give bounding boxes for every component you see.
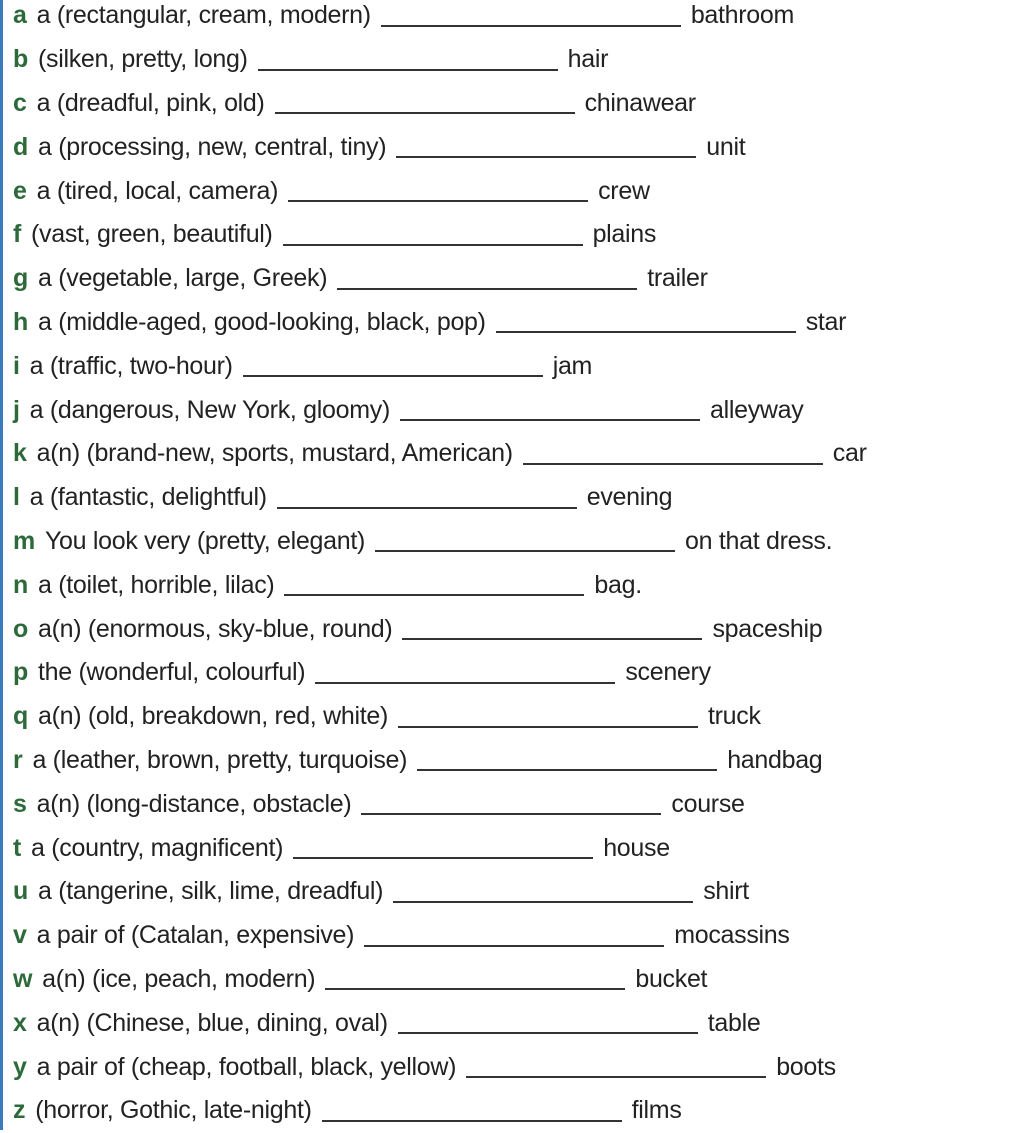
item-prompt: a (traffic, two-hour) xyxy=(29,351,233,380)
item-noun: spaceship xyxy=(712,614,823,643)
answer-blank[interactable] xyxy=(243,375,543,377)
item-prompt: a pair of (Catalan, expensive) xyxy=(36,921,355,950)
item-letter: h xyxy=(13,307,28,336)
item-noun: bucket xyxy=(635,964,708,993)
item-noun: house xyxy=(603,833,670,862)
item-noun: crew xyxy=(598,176,650,205)
exercise-item xyxy=(13,520,867,564)
answer-blank[interactable] xyxy=(393,901,693,903)
item-noun: truck xyxy=(707,702,761,731)
exercise-item xyxy=(13,563,867,607)
item-noun: on that dress. xyxy=(684,526,833,555)
item-noun: shirt xyxy=(703,877,749,906)
item-prompt: (vast, green, beautiful) xyxy=(31,220,273,249)
answer-blank[interactable] xyxy=(322,1120,622,1122)
item-prompt: a (processing, new, central, tiny) xyxy=(37,132,387,161)
item-prompt: a(n) (enormous, sky-blue, round) xyxy=(37,614,393,643)
item-letter: r xyxy=(13,745,23,774)
item-letter: l xyxy=(13,483,20,512)
item-noun: bathroom xyxy=(690,1,795,30)
item-letter: v xyxy=(13,921,27,950)
item-prompt: a (country, magnificent) xyxy=(31,833,284,862)
item-letter: y xyxy=(13,1052,27,1081)
answer-blank[interactable] xyxy=(396,156,696,158)
item-noun: evening xyxy=(586,483,673,512)
item-letter: f xyxy=(13,220,22,249)
item-letter: x xyxy=(13,1008,27,1037)
exercise-item xyxy=(13,782,867,826)
exercise-item xyxy=(13,169,867,213)
item-noun: trailer xyxy=(647,264,708,293)
item-letter: w xyxy=(13,964,33,993)
item-prompt: a(n) (Chinese, blue, dining, oval) xyxy=(36,1008,388,1037)
exercise-item xyxy=(13,476,867,520)
item-prompt: a (toilet, horrible, lilac) xyxy=(37,570,275,599)
exercise-item xyxy=(13,1089,867,1133)
answer-blank[interactable] xyxy=(364,945,664,947)
item-letter: u xyxy=(13,877,28,906)
item-prompt: a (tangerine, silk, lime, dreadful) xyxy=(37,877,384,906)
answer-blank[interactable] xyxy=(275,112,575,114)
exercise-item xyxy=(13,38,867,82)
item-noun: star xyxy=(805,307,847,336)
exercise-item xyxy=(13,958,867,1002)
item-letter: c xyxy=(13,88,27,117)
answer-blank[interactable] xyxy=(277,507,577,509)
item-prompt: the (wonderful, colourful) xyxy=(37,658,306,687)
item-letter: q xyxy=(13,702,28,731)
exercise-item xyxy=(13,914,867,958)
item-noun: mocassins xyxy=(674,921,790,950)
exercise-item xyxy=(13,388,867,432)
exercise-item xyxy=(13,344,867,388)
answer-blank[interactable] xyxy=(402,638,702,640)
item-letter: i xyxy=(13,351,20,380)
item-noun: jam xyxy=(552,351,593,380)
item-letter: m xyxy=(13,526,35,555)
item-prompt: a (dangerous, New York, gloomy) xyxy=(29,395,390,424)
item-noun: hair xyxy=(567,45,609,74)
item-noun: boots xyxy=(776,1052,836,1081)
item-noun: alleyway xyxy=(710,395,804,424)
answer-blank[interactable] xyxy=(496,331,796,333)
item-prompt: a(n) (brand-new, sports, mustard, American) xyxy=(36,439,513,468)
answer-blank[interactable] xyxy=(325,988,625,990)
exercise-item xyxy=(13,651,867,695)
answer-blank[interactable] xyxy=(283,244,583,246)
exercise-item xyxy=(13,1001,867,1045)
item-noun: handbag xyxy=(727,745,823,774)
item-letter: k xyxy=(13,439,27,468)
item-prompt: a (tired, local, camera) xyxy=(36,176,279,205)
answer-blank[interactable] xyxy=(361,813,661,815)
exercise-item xyxy=(13,0,867,38)
exercise-item xyxy=(13,213,867,257)
exercise-item xyxy=(13,607,867,651)
item-letter: n xyxy=(13,570,28,599)
item-letter: g xyxy=(13,264,28,293)
item-noun: chinawear xyxy=(584,88,696,117)
answer-blank[interactable] xyxy=(288,200,588,202)
answer-blank[interactable] xyxy=(381,25,681,27)
answer-blank[interactable] xyxy=(398,726,698,728)
item-letter: o xyxy=(13,614,28,643)
item-letter: j xyxy=(13,395,20,424)
item-prompt: a (dreadful, pink, old) xyxy=(36,88,265,117)
item-prompt: (silken, pretty, long) xyxy=(37,45,248,74)
exercise-item xyxy=(13,82,867,126)
exercise-list xyxy=(13,0,867,1133)
exercise-item xyxy=(13,826,867,870)
exercise-item xyxy=(13,301,867,345)
item-prompt: a(n) (long-distance, obstacle) xyxy=(36,789,352,818)
item-prompt: (horror, Gothic, late-night) xyxy=(35,1096,312,1125)
exercise-item xyxy=(13,695,867,739)
item-prompt: a (rectangular, cream, modern) xyxy=(36,1,371,30)
answer-blank[interactable] xyxy=(466,1076,766,1078)
exercise-item xyxy=(13,125,867,169)
item-letter: a xyxy=(13,1,27,30)
item-prompt: You look very (pretty, elegant) xyxy=(44,526,365,555)
exercise-item xyxy=(13,1045,867,1089)
item-prompt: a(n) (old, breakdown, red, white) xyxy=(37,702,388,731)
item-prompt: a(n) (ice, peach, modern) xyxy=(42,964,316,993)
item-noun: table xyxy=(707,1008,761,1037)
item-prompt: a (vegetable, large, Greek) xyxy=(37,264,328,293)
exercise-item xyxy=(13,870,867,914)
answer-blank[interactable] xyxy=(337,288,637,290)
answer-blank[interactable] xyxy=(523,463,823,465)
item-noun: scenery xyxy=(625,658,711,687)
item-prompt: a (middle-aged, good-looking, black, pop) xyxy=(37,307,486,336)
exercise-item xyxy=(13,739,867,783)
answer-blank[interactable] xyxy=(375,550,675,552)
item-letter: d xyxy=(13,132,28,161)
item-noun: plains xyxy=(592,220,657,249)
item-prompt: a (leather, brown, pretty, turquoise) xyxy=(32,745,408,774)
item-letter: z xyxy=(13,1096,26,1125)
item-letter: e xyxy=(13,176,27,205)
answer-blank[interactable] xyxy=(315,682,615,684)
item-noun: bag. xyxy=(594,570,642,599)
answer-blank[interactable] xyxy=(417,769,717,771)
item-noun: course xyxy=(671,789,745,818)
item-prompt: a (fantastic, delightful) xyxy=(29,483,267,512)
answer-blank[interactable] xyxy=(293,857,593,859)
item-noun: unit xyxy=(706,132,746,161)
item-noun: films xyxy=(631,1096,682,1125)
exercise-item xyxy=(13,432,867,476)
answer-blank[interactable] xyxy=(258,69,558,71)
item-prompt: a pair of (cheap, football, black, yellow) xyxy=(36,1052,457,1081)
exercise-item xyxy=(13,257,867,301)
item-letter: b xyxy=(13,45,28,74)
item-letter: p xyxy=(13,658,28,687)
item-letter: s xyxy=(13,789,27,818)
answer-blank[interactable] xyxy=(398,1032,698,1034)
answer-blank[interactable] xyxy=(400,419,700,421)
item-letter: t xyxy=(13,833,22,862)
answer-blank[interactable] xyxy=(284,594,584,596)
item-noun: car xyxy=(832,439,867,468)
